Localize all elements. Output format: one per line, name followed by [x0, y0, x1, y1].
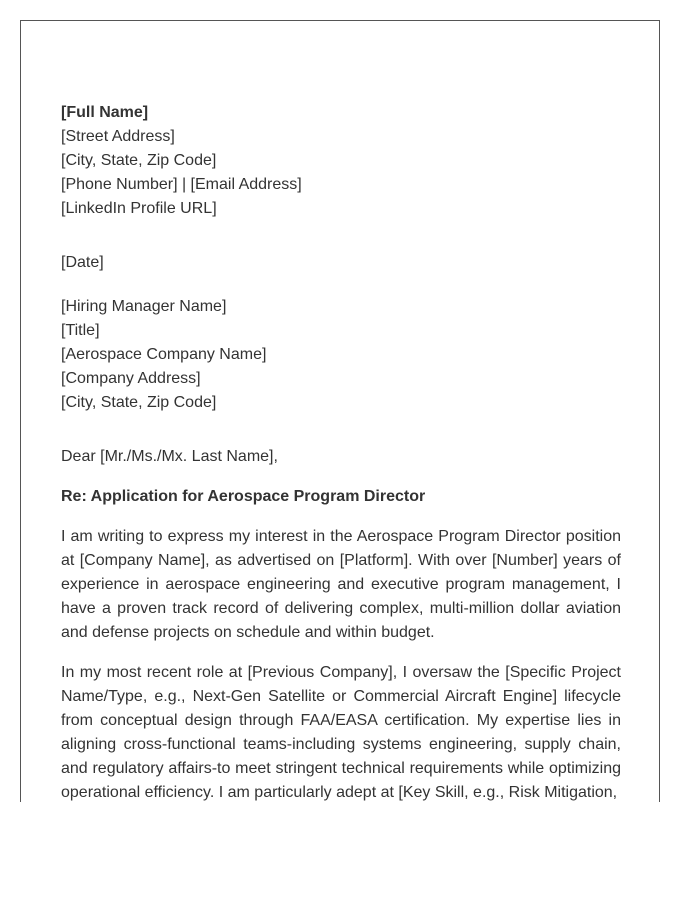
sender-city: [City, State, Zip Code] [61, 152, 217, 169]
recipient-title: [Title] [61, 322, 100, 339]
body-paragraph: In my most recent role at [Previous Company], I oversaw the [Specific Project Name/Type, e.g., Next-Gen Satellite or Commercial Aircraft Engine] lifecycle from conceptual design through FAA/EASA certification. My expertise lies in aligning cross-functional teams-including systems engineering, supply chain, and regulatory affairs-to meet stringent technical requirements while optimizing operational efficiency. I am particularly adept at [Key Skill, e.g., Risk Mitigation, [61, 664, 621, 801]
sender-linkedin: [LinkedIn Profile URL] [61, 200, 217, 217]
recipient-company: [Aerospace Company Name] [61, 346, 267, 363]
sender-street: [Street Address] [61, 128, 175, 145]
salutation: Dear [Mr./Ms./Mx. Last Name], [61, 448, 278, 465]
sender-contact: [Phone Number] | [Email Address] [61, 176, 302, 193]
recipient-block [61, 295, 621, 415]
date-block [61, 251, 621, 275]
sender-name: [Full Name] [61, 104, 149, 121]
letter-date: [Date] [61, 254, 104, 271]
letter-content [61, 101, 621, 802]
sender-block [61, 101, 621, 221]
subject-line: Re: Application for Aerospace Program Director [61, 488, 426, 505]
recipient-address: [Company Address] [61, 370, 201, 387]
recipient-name: [Hiring Manager Name] [61, 298, 227, 315]
letter-page [20, 20, 660, 802]
recipient-city: [City, State, Zip Code] [61, 394, 217, 411]
body-paragraph: I am writing to express my interest in the Aerospace Program Director position at [Company Name], as advertised on [Platform]. With over [Number] years of experience in aerospace engineering and executive program management, I have a proven track record of delivering complex, multi-million dollar aviation and defense projects on schedule and within budget. [61, 528, 621, 641]
